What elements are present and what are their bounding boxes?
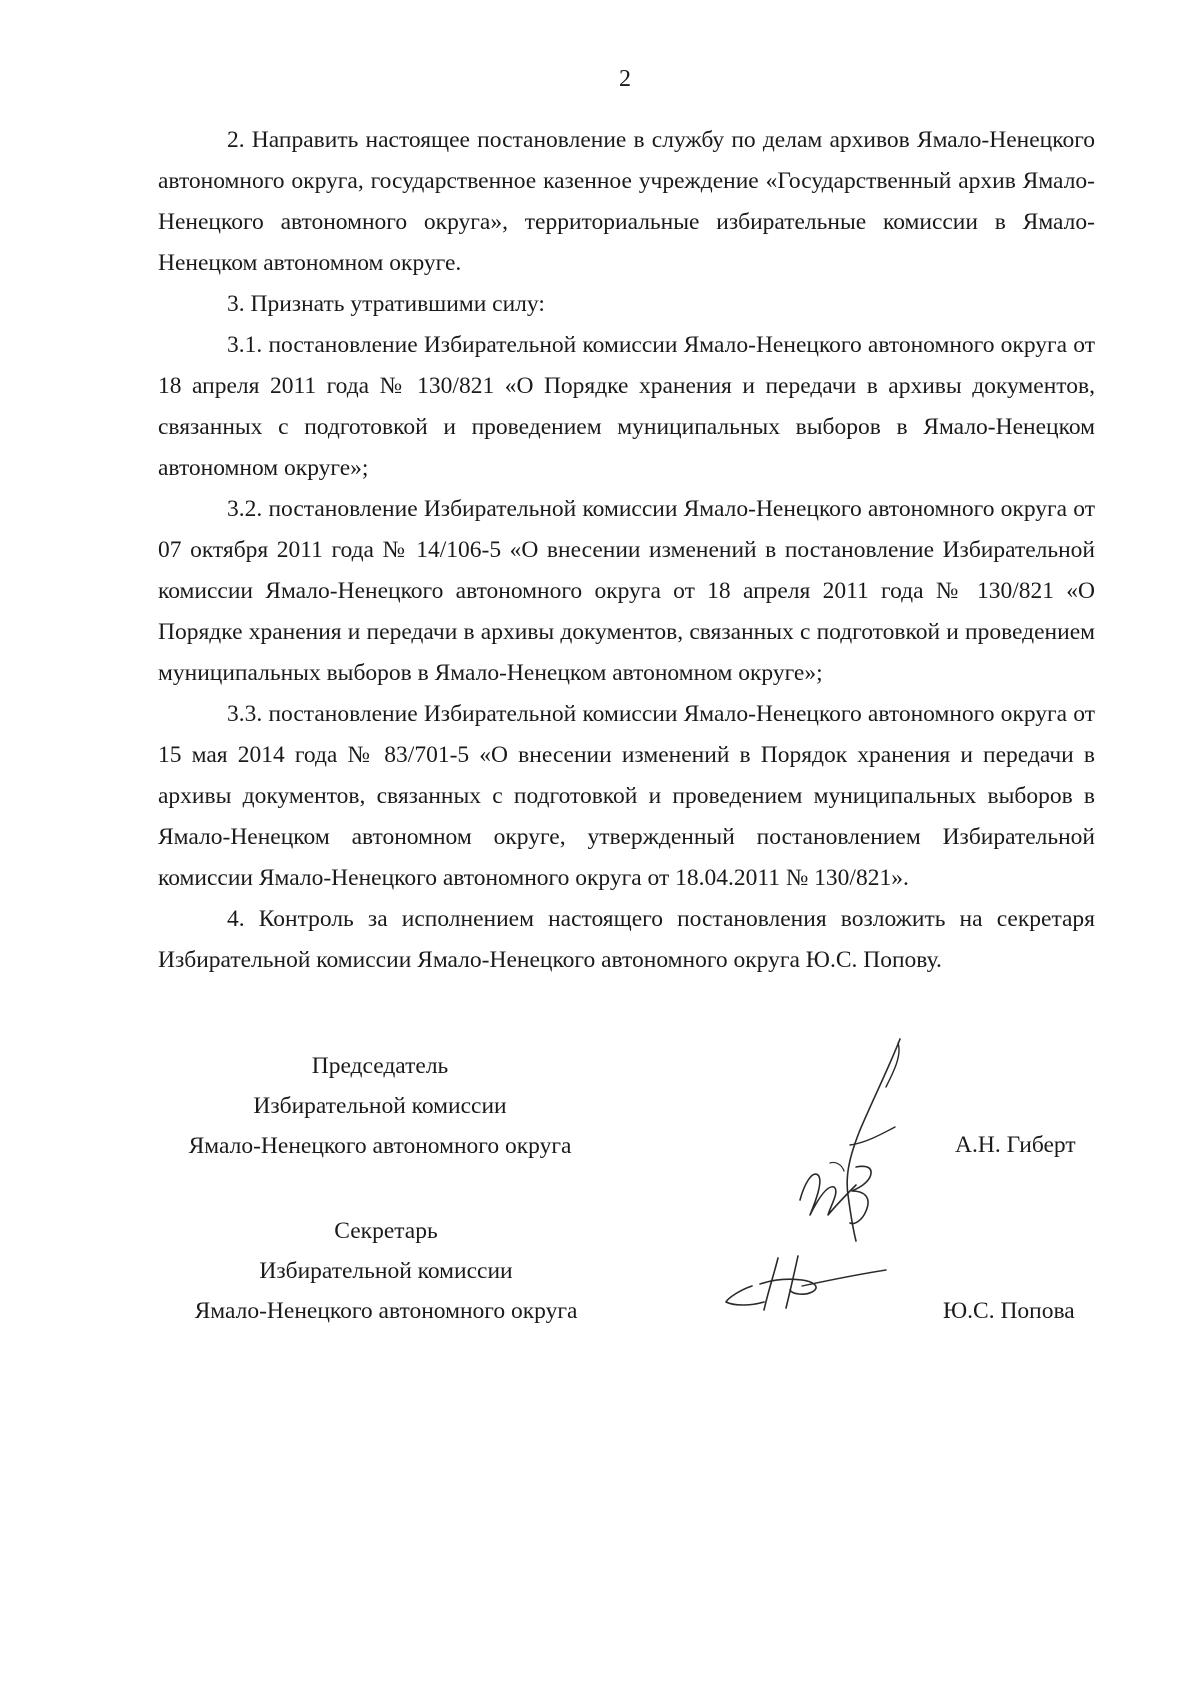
secretary-title [186,1211,586,1331]
paragraph-2: 2. Направить настоящее постановление в службу по делам архивов Ямало-Ненецкого автономного округа, государственное казенное учреждение «Государственный архив Ямало-Ненецкого автономного округа», территориальные избирательные комиссии в Ямало-Ненецком автономном округе. [158,127,1095,276]
chairman-signature [790,1035,930,1250]
page-number: 2 [619,66,631,92]
paragraph-3: 3. Признать утратившими силу: [227,291,545,317]
secretary-name: Ю.С. Попова [943,1298,1075,1324]
chairman-title-line: Председатель [311,1053,449,1079]
chairman-title [180,1046,580,1166]
paragraph-3-2: 3.2. постановление Избирательной комиссии Ямало-Ненецкого автономного округа от 07 октября 2011 года № 14/106-5 «О внесении изменений в постановление Избирательной комиссии Ямало-Ненецкого автономного округа от 18 апреля 2011 года № 130/821 «О Порядке хранения и передачи в архивы документов, связанных с подготовкой и проведением муниципальных выборов в Ямало-Ненецком автономном округе»; [158,496,1095,686]
paragraph-3-1: 3.1. постановление Избирательной комиссии Ямало-Ненецкого автономного округа от 18 апреля 2011 года № 130/821 «О Порядке хранения и передачи в архивы документов, связанных с подготовкой и проведением муниципальных выборов в Ямало-Ненецком автономном округе»; [158,332,1095,481]
paragraph-4: 4. Контроль за исполнением настоящего постановления возложить на секретаря Избирательной комиссии Ямало-Ненецкого автономного округа Ю.С. Попову. [158,906,1095,973]
secretary-signature [720,1250,890,1320]
secretary-title-line: Ямало-Ненецкого автономного округа [194,1298,578,1324]
chairman-name: А.Н. Гиберт [955,1132,1076,1158]
secretary-title-line: Секретарь [334,1218,438,1244]
document-body [158,120,1095,981]
chairman-title-line: Ямало-Ненецкого автономного округа [188,1133,572,1159]
paragraph-3-3: 3.3. постановление Избирательной комиссии Ямало-Ненецкого автономного округа от 15 мая 2014 года № 83/701-5 «О внесении изменений в Порядок хранения и передачи в архивы документов, связанных с подготовкой и проведением муниципальных выборов в Ямало-Ненецком автономном округе, утвержденный постановлением Избирательной комиссии Ямало-Ненецкого автономного округа от 18.04.2011 № 130/821». [158,701,1095,891]
chairman-title-line: Избирательной комиссии [253,1093,507,1119]
secretary-title-line: Избирательной комиссии [259,1258,513,1284]
